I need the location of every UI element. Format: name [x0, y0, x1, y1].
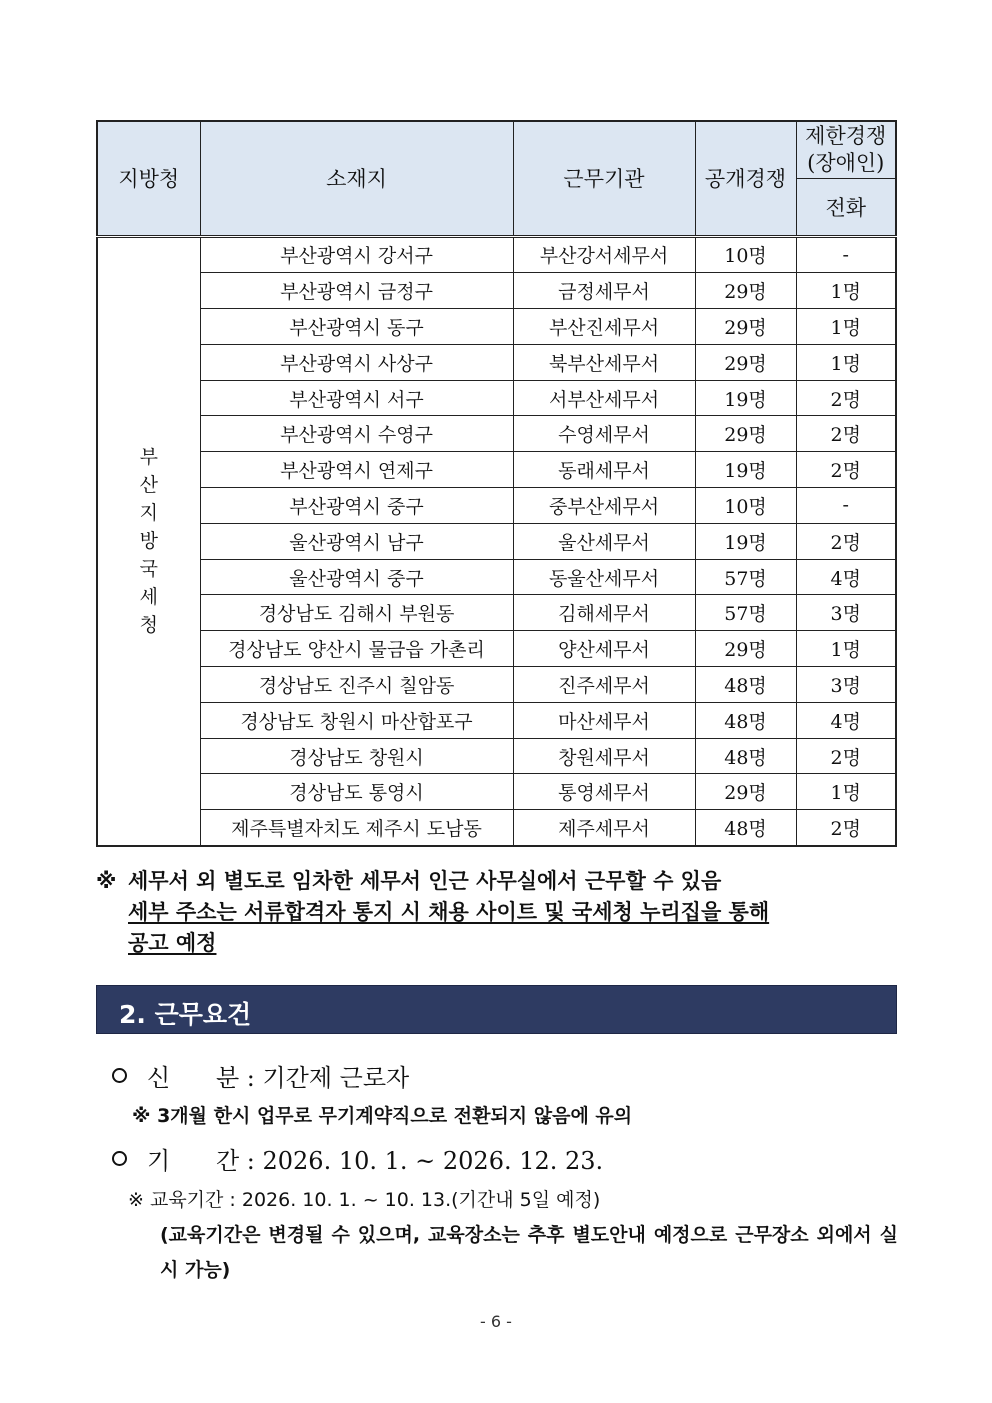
cell-restricted: 1명	[796, 273, 896, 309]
period-paren-note: (교육기간은 변경될 수 있으며, 교육장소는 추후 별도안내 예정으로 근무장소 외에서 실시 가능)	[160, 1224, 898, 1281]
cell-location: 경상남도 진주시 칠암동	[200, 667, 513, 703]
circle-bullet-icon	[112, 1151, 127, 1166]
section-header	[96, 985, 897, 1034]
cell-office: 울산세무서	[513, 523, 695, 559]
cell-restricted: 1명	[796, 774, 896, 810]
table-row	[97, 595, 896, 631]
period-item	[112, 1141, 603, 1176]
cell-office: 마산세무서	[513, 702, 695, 738]
cell-restricted: 1명	[796, 344, 896, 380]
header-restricted: 제한경쟁 (장애인)	[796, 121, 896, 178]
cell-open: 29명	[695, 309, 796, 345]
table-row	[97, 523, 896, 559]
header-location: 소재지	[200, 121, 513, 236]
cell-office: 제주세무서	[513, 810, 695, 846]
cell-restricted: 1명	[796, 309, 896, 345]
cell-office: 동래세무서	[513, 452, 695, 488]
cell-location: 울산광역시 남구	[200, 523, 513, 559]
cell-office: 김해세무서	[513, 595, 695, 631]
cell-office: 금정세무서	[513, 273, 695, 309]
cell-restricted: 2명	[796, 416, 896, 452]
region-char: 방	[139, 530, 158, 553]
table-row	[97, 738, 896, 774]
region-char: 청	[139, 614, 158, 637]
cell-open: 19명	[695, 523, 796, 559]
region-cell	[97, 236, 200, 846]
cell-open: 29명	[695, 344, 796, 380]
cell-open: 19명	[695, 380, 796, 416]
cell-location: 경상남도 김해시 부원동	[200, 595, 513, 631]
workplace-note	[96, 866, 901, 959]
note-line-1: 세무서 외 별도로 임차한 세무서 인근 사무실에서 근무할 수 있음	[128, 869, 722, 893]
cell-location: 부산광역시 서구	[200, 380, 513, 416]
cell-open: 57명	[695, 595, 796, 631]
region-char: 부	[139, 446, 158, 469]
status-note: ※ 3개월 한시 업무로 무기계약직으로 전환되지 않음에 유의	[132, 1105, 633, 1127]
status-item	[112, 1058, 409, 1093]
cell-open: 10명	[695, 236, 796, 273]
cell-location: 부산광역시 동구	[200, 309, 513, 345]
status-label: 신 분 : 기간제 근로자	[147, 1064, 410, 1092]
table-row	[97, 236, 896, 273]
cell-restricted: 1명	[796, 631, 896, 667]
cell-open: 48명	[695, 702, 796, 738]
table-row	[97, 344, 896, 380]
cell-location: 부산광역시 중구	[200, 488, 513, 524]
cell-location: 경상남도 통영시	[200, 774, 513, 810]
section-title: 2. 근무요건	[119, 1000, 252, 1029]
header-office: 근무기관	[513, 121, 695, 236]
cell-open: 19명	[695, 452, 796, 488]
cell-restricted: 4명	[796, 702, 896, 738]
cell-office: 북부산세무서	[513, 344, 695, 380]
cell-location: 부산광역시 사상구	[200, 344, 513, 380]
cell-office: 부산진세무서	[513, 309, 695, 345]
table-row	[97, 380, 896, 416]
cell-office: 양산세무서	[513, 631, 695, 667]
period-label: 기 간 : 2026. 10. 1. ~ 2026. 12. 23.	[147, 1147, 604, 1175]
table-row	[97, 774, 896, 810]
cell-open: 48명	[695, 810, 796, 846]
note-mark: ※	[96, 869, 117, 893]
cell-open: 57명	[695, 559, 796, 595]
note-line-2: 세부 주소는 서류합격자 통지 시 채용 사이트 및 국세청 누리집을 통해	[128, 900, 770, 924]
table-row	[97, 452, 896, 488]
cell-office: 중부산세무서	[513, 488, 695, 524]
cell-office: 진주세무서	[513, 667, 695, 703]
office-table	[96, 120, 897, 847]
cell-restricted: -	[796, 488, 896, 524]
period-note: ※ 교육기간 : 2026. 10. 1. ~ 10. 13.(기간내 5일 예정)	[128, 1189, 601, 1211]
table-row	[97, 309, 896, 345]
cell-restricted: 3명	[796, 667, 896, 703]
cell-location: 경상남도 창원시	[200, 738, 513, 774]
cell-location: 울산광역시 중구	[200, 559, 513, 595]
note-line-3: 공고 예정	[128, 931, 217, 955]
cell-open: 48명	[695, 667, 796, 703]
cell-open: 10명	[695, 488, 796, 524]
cell-location: 부산광역시 연제구	[200, 452, 513, 488]
table-row	[97, 559, 896, 595]
cell-open: 29명	[695, 774, 796, 810]
table-row	[97, 667, 896, 703]
cell-restricted: 2명	[796, 380, 896, 416]
cell-restricted: 2명	[796, 452, 896, 488]
table-row	[97, 702, 896, 738]
cell-restricted: 2명	[796, 523, 896, 559]
table-row	[97, 631, 896, 667]
circle-bullet-icon	[112, 1068, 127, 1083]
cell-restricted: 2명	[796, 738, 896, 774]
header-region: 지방청	[97, 121, 200, 236]
cell-open: 48명	[695, 738, 796, 774]
header-open: 공개경쟁	[695, 121, 796, 236]
cell-location: 부산광역시 금정구	[200, 273, 513, 309]
cell-restricted: 3명	[796, 595, 896, 631]
table-row	[97, 810, 896, 846]
cell-restricted: 4명	[796, 559, 896, 595]
cell-office: 수영세무서	[513, 416, 695, 452]
cell-office: 동울산세무서	[513, 559, 695, 595]
cell-open: 29명	[695, 416, 796, 452]
header-restricted-sub: 전화	[796, 178, 896, 236]
region-char: 세	[139, 586, 158, 609]
cell-open: 29명	[695, 273, 796, 309]
cell-open: 29명	[695, 631, 796, 667]
region-char: 산	[139, 474, 158, 497]
cell-location: 제주특별자치도 제주시 도남동	[200, 810, 513, 846]
cell-restricted: 2명	[796, 810, 896, 846]
cell-office: 통영세무서	[513, 774, 695, 810]
table-row	[97, 416, 896, 452]
region-char: 지	[139, 502, 158, 525]
table-row	[97, 273, 896, 309]
cell-location: 경상남도 창원시 마산합포구	[200, 702, 513, 738]
cell-restricted: -	[796, 236, 896, 273]
cell-office: 부산강서세무서	[513, 236, 695, 273]
cell-office: 서부산세무서	[513, 380, 695, 416]
page-number: - 6 -	[480, 1312, 512, 1331]
region-char: 국	[139, 558, 158, 581]
table-row	[97, 488, 896, 524]
cell-office: 창원세무서	[513, 738, 695, 774]
cell-location: 경상남도 양산시 물금읍 가촌리	[200, 631, 513, 667]
cell-location: 부산광역시 강서구	[200, 236, 513, 273]
cell-location: 부산광역시 수영구	[200, 416, 513, 452]
